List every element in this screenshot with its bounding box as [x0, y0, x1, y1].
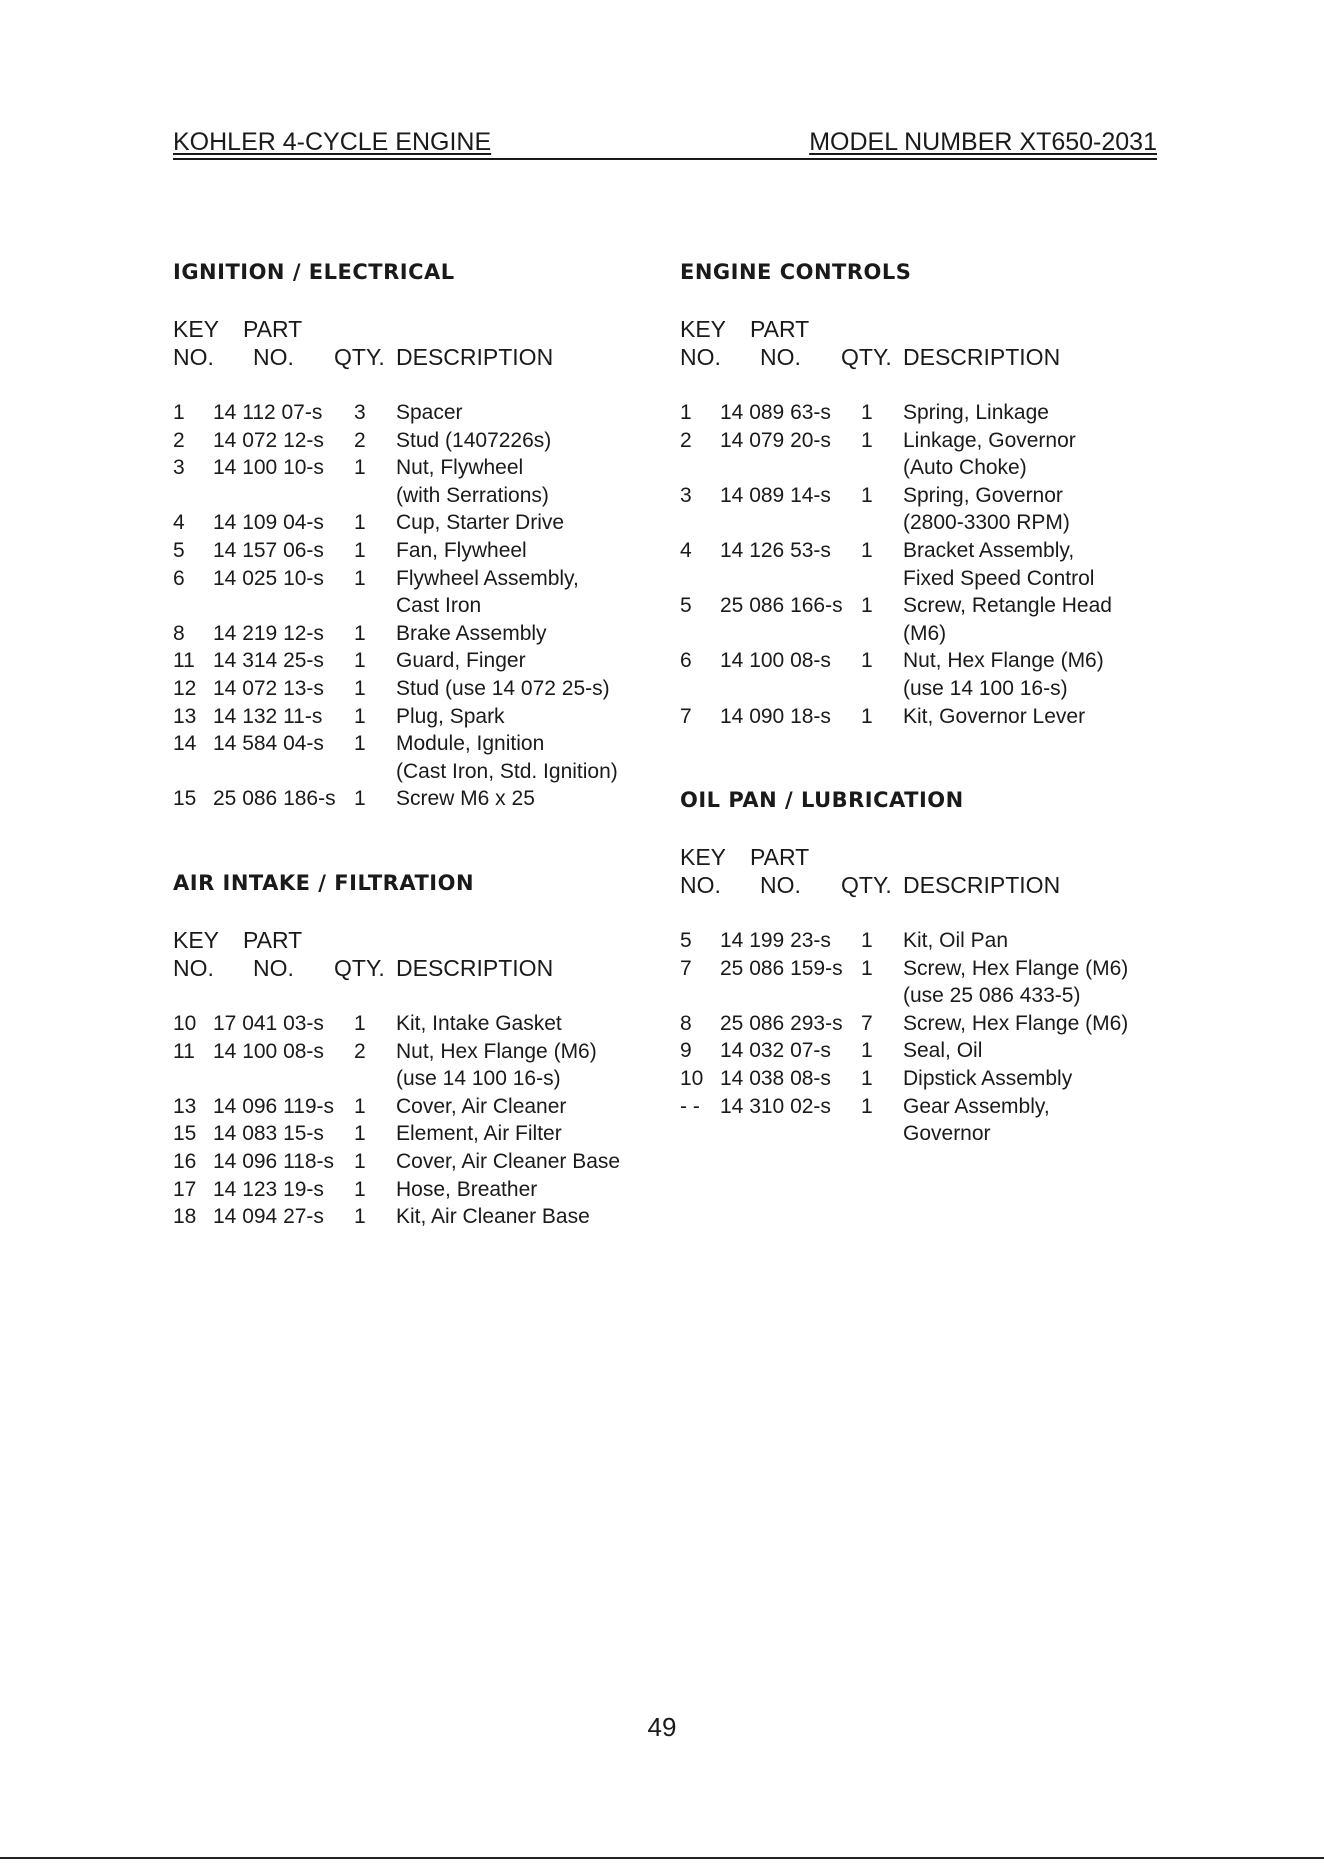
description-line: Cast Iron	[396, 594, 482, 618]
description-line: Hose, Breather	[396, 1177, 538, 1201]
part-no: 14 126 53-s	[720, 538, 831, 562]
key-no: 8	[173, 621, 185, 645]
description	[396, 647, 526, 675]
qty: 1	[861, 483, 873, 507]
description-line: Element, Air Filter	[396, 1122, 562, 1146]
section-title: AIR INTAKE / FILTRATION	[173, 871, 475, 895]
description-line: Nut, Hex Flange (M6)	[396, 1039, 597, 1063]
col-head-description: DESCRIPTION	[903, 872, 1061, 898]
table-row	[173, 427, 653, 455]
key-no: 13	[173, 1094, 197, 1118]
qty: 1	[861, 401, 873, 424]
section-oil-pan-lubrication	[680, 787, 1160, 1148]
description-line: Flywheel Assembly,	[396, 566, 579, 590]
part-no: 25 086 159-s	[720, 956, 843, 980]
description	[396, 1120, 562, 1148]
table-row	[680, 927, 1160, 955]
qty: 1	[354, 566, 366, 590]
qty: 1	[861, 538, 873, 562]
description-line: Linkage, Governor	[903, 428, 1076, 452]
part-no: 14 199 23-s	[720, 929, 831, 952]
table-row	[680, 399, 1160, 427]
description	[903, 647, 1104, 702]
description-line: (with Serrations)	[396, 483, 549, 507]
qty: 1	[354, 1177, 366, 1201]
key-no: 2	[680, 428, 692, 452]
table-row	[680, 1010, 1160, 1038]
col-head-part: PART	[750, 844, 810, 870]
description	[396, 1038, 597, 1093]
key-no: 1	[680, 401, 692, 424]
qty: 1	[354, 1094, 366, 1118]
table-row	[173, 565, 653, 620]
description	[903, 427, 1076, 482]
description-line: (2800-3300 RPM)	[903, 511, 1070, 535]
description-line: Plug, Spark	[396, 704, 505, 728]
description	[903, 927, 1008, 955]
col-head-part-no: NO.	[253, 344, 294, 370]
key-no: 7	[680, 704, 692, 728]
key-no: 14	[173, 732, 197, 756]
description	[903, 537, 1094, 592]
description	[396, 620, 547, 648]
parts-list	[173, 1010, 653, 1231]
qty: 1	[354, 704, 366, 728]
qty: 1	[861, 704, 873, 728]
description	[396, 565, 579, 620]
part-no: 25 086 186-s	[213, 787, 336, 811]
qty: 1	[861, 956, 873, 980]
description-line: (use 14 100 16-s)	[396, 1067, 561, 1091]
key-no: 7	[680, 956, 692, 980]
part-no: 14 310 02-s	[720, 1094, 831, 1118]
description-line: Cover, Air Cleaner	[396, 1094, 567, 1118]
col-head-key: KEY	[173, 927, 220, 953]
key-no: 13	[173, 704, 197, 728]
description-line: Fixed Speed Control	[903, 566, 1095, 590]
table-row	[173, 620, 653, 648]
qty: 1	[861, 929, 873, 952]
table-row	[173, 1010, 653, 1038]
table-row	[173, 1093, 653, 1121]
description-line: Spacer	[396, 401, 463, 424]
key-no: 8	[680, 1011, 692, 1035]
qty: 1	[861, 1039, 873, 1063]
description	[396, 1176, 537, 1204]
description-line: Screw, Retangle Head	[903, 594, 1112, 618]
description	[396, 427, 551, 455]
table-row	[680, 703, 1160, 731]
description-line: Screw, Hex Flange (M6)	[903, 1011, 1129, 1035]
column-headers	[173, 926, 653, 982]
description	[396, 1148, 620, 1176]
description-line: (use 25 086 433-5)	[903, 984, 1081, 1008]
col-head-key: KEY	[173, 316, 220, 342]
description	[903, 592, 1112, 647]
column-headers	[680, 843, 1160, 899]
part-no: 14 123 19-s	[213, 1177, 324, 1201]
col-head-key: KEY	[680, 844, 727, 870]
part-no: 14 096 119-s	[213, 1094, 335, 1118]
key-no: 15	[173, 1122, 197, 1146]
table-row	[680, 1065, 1160, 1093]
col-head-description: DESCRIPTION	[396, 955, 554, 981]
description-line: Kit, Governor Lever	[903, 704, 1086, 728]
description	[396, 703, 505, 731]
description	[903, 703, 1085, 731]
part-no: 14 038 08-s	[720, 1066, 831, 1090]
description-line: Screw, Hex Flange (M6)	[903, 956, 1129, 980]
part-no: 14 089 14-s	[720, 483, 831, 507]
col-head-qty: QTY.	[334, 344, 385, 370]
part-no: 14 094 27-s	[213, 1205, 324, 1229]
table-row	[173, 537, 653, 565]
part-no: 14 025 10-s	[213, 566, 324, 590]
key-no: 4	[173, 511, 185, 535]
description	[396, 509, 564, 537]
qty: 1	[354, 456, 366, 480]
description	[396, 730, 618, 785]
table-row	[173, 703, 653, 731]
table-row	[680, 647, 1160, 702]
description	[903, 1037, 982, 1065]
description-line: (Cast Iron, Std. Ignition)	[396, 759, 618, 783]
description-line: Guard, Finger	[396, 649, 526, 673]
table-row	[173, 1120, 653, 1148]
key-no: 2	[173, 428, 185, 452]
part-no: 14 083 15-s	[213, 1122, 324, 1146]
description-line: Fan, Flywheel	[396, 538, 527, 562]
description	[903, 1065, 1072, 1093]
description	[396, 1093, 566, 1121]
key-no: 15	[173, 787, 197, 811]
description-line: Brake Assembly	[396, 621, 547, 645]
table-row	[173, 1203, 653, 1231]
col-head-description: DESCRIPTION	[903, 344, 1061, 370]
qty: 1	[354, 732, 366, 756]
part-no: 14 112 07-s	[213, 401, 323, 424]
part-no: 14 032 07-s	[720, 1039, 831, 1063]
qty: 2	[354, 428, 366, 452]
table-row	[680, 537, 1160, 592]
table-row	[680, 592, 1160, 647]
part-no: 25 086 293-s	[720, 1011, 843, 1035]
part-no: 14 072 12-s	[213, 428, 324, 452]
col-head-part: PART	[243, 927, 303, 953]
key-no: 1	[173, 401, 185, 424]
column-headers	[173, 315, 653, 371]
description-line: Stud (1407226s)	[396, 428, 552, 452]
description-line: Seal, Oil	[903, 1039, 983, 1063]
description	[903, 399, 1049, 427]
parts-list	[680, 399, 1160, 730]
qty: 1	[861, 649, 873, 673]
table-row	[173, 1148, 653, 1176]
qty: 1	[354, 649, 366, 673]
page-header	[173, 127, 1157, 160]
col-head-qty: QTY.	[841, 872, 892, 898]
key-no: 16	[173, 1149, 197, 1173]
qty: 1	[354, 676, 366, 700]
key-no: 12	[173, 676, 197, 700]
part-no: 14 157 06-s	[213, 538, 324, 562]
description	[396, 785, 535, 813]
key-no: 17	[173, 1177, 197, 1201]
description-line: Dipstick Assembly	[903, 1066, 1073, 1090]
column-headers	[680, 315, 1160, 371]
qty: 1	[861, 428, 873, 452]
key-no: 5	[173, 538, 185, 562]
key-no: 3	[680, 483, 692, 507]
table-row	[173, 399, 653, 427]
qty: 1	[354, 511, 366, 535]
col-head-qty: QTY.	[841, 344, 892, 370]
table-row	[680, 1093, 1160, 1148]
description-line: Kit, Intake Gasket	[396, 1012, 562, 1035]
qty: 1	[354, 1205, 366, 1229]
qty: 2	[354, 1039, 366, 1063]
key-no: 5	[680, 929, 692, 952]
parts-list	[173, 399, 653, 813]
col-head-part-no: NO.	[760, 344, 801, 370]
description-line: Governor	[903, 1122, 991, 1146]
description-line: Nut, Hex Flange (M6)	[903, 649, 1104, 673]
qty: 1	[861, 1094, 873, 1118]
description-line: Nut, Flywheel	[396, 456, 524, 480]
key-no: 10	[173, 1012, 197, 1035]
section-ignition-electrical	[173, 259, 653, 813]
page-number: 49	[647, 1712, 677, 1742]
description-line: Cup, Starter Drive	[396, 511, 565, 535]
section-engine-controls	[680, 259, 1160, 730]
qty: 3	[354, 401, 366, 424]
bottom-rule	[0, 1857, 1324, 1859]
table-row	[173, 647, 653, 675]
description-line: Bracket Assembly,	[903, 538, 1075, 562]
col-head-part-no: NO.	[253, 955, 294, 981]
part-no: 14 219 12-s	[213, 621, 324, 645]
part-no: 14 096 118-s	[213, 1149, 335, 1173]
table-row	[173, 730, 653, 785]
col-head-key-no: NO.	[173, 344, 214, 370]
description-line: (use 14 100 16-s)	[903, 676, 1068, 700]
description-line: Gear Assembly,	[903, 1094, 1050, 1118]
col-head-key-no: NO.	[680, 872, 721, 898]
key-no: 9	[680, 1039, 692, 1063]
part-no: 14 109 04-s	[213, 511, 324, 535]
part-no: 14 584 04-s	[213, 732, 324, 756]
col-head-key: KEY	[680, 316, 727, 342]
engine-title: KOHLER 4-CYCLE ENGINE	[173, 128, 492, 156]
table-row	[173, 785, 653, 813]
description	[396, 537, 527, 565]
key-no: - -	[680, 1094, 700, 1118]
part-no: 14 132 11-s	[213, 704, 323, 728]
qty: 1	[354, 1012, 366, 1035]
description	[396, 1010, 562, 1038]
description-line: (M6)	[903, 621, 947, 645]
col-head-key-no: NO.	[680, 344, 721, 370]
col-head-part: PART	[750, 316, 810, 342]
part-no: 14 100 08-s	[213, 1039, 324, 1063]
description	[396, 454, 549, 509]
part-no: 17 041 03-s	[213, 1012, 324, 1035]
col-head-part: PART	[243, 316, 303, 342]
table-row	[680, 427, 1160, 482]
col-head-qty: QTY.	[334, 955, 385, 981]
description-line: (Auto Choke)	[903, 456, 1027, 480]
description-line: Kit, Oil Pan	[903, 929, 1009, 952]
description	[903, 955, 1128, 1010]
key-no: 6	[680, 649, 692, 673]
table-row	[173, 509, 653, 537]
description	[903, 1093, 1050, 1148]
section-air-intake-filtration	[173, 870, 653, 1231]
part-no: 14 090 18-s	[720, 704, 831, 728]
qty: 1	[354, 621, 366, 645]
part-no: 14 314 25-s	[213, 649, 324, 673]
col-head-part-no: NO.	[760, 872, 801, 898]
qty: 7	[861, 1011, 873, 1035]
table-row	[680, 955, 1160, 1010]
table-row	[680, 482, 1160, 537]
description-line: Cover, Air Cleaner Base	[396, 1149, 621, 1173]
description	[903, 482, 1070, 537]
table-row	[173, 1038, 653, 1093]
qty: 1	[354, 787, 366, 811]
table-row	[680, 1037, 1160, 1065]
col-head-key-no: NO.	[173, 955, 214, 981]
description-line: Kit, Air Cleaner Base	[396, 1205, 590, 1229]
part-no: 14 079 20-s	[720, 428, 831, 452]
description	[396, 675, 610, 703]
description-line: Spring, Linkage	[903, 401, 1049, 424]
key-no: 4	[680, 538, 692, 562]
part-no: 14 089 63-s	[720, 401, 831, 424]
qty: 1	[354, 1122, 366, 1146]
part-no: 25 086 166-s	[720, 594, 843, 618]
part-no: 14 100 10-s	[213, 456, 324, 480]
description-line: Module, Ignition	[396, 732, 545, 756]
part-no: 14 072 13-s	[213, 676, 324, 700]
section-title: IGNITION / ELECTRICAL	[173, 260, 455, 284]
qty: 1	[354, 1149, 366, 1173]
key-no: 11	[173, 1039, 195, 1063]
qty: 1	[354, 538, 366, 562]
key-no: 10	[680, 1066, 704, 1090]
qty: 1	[861, 1066, 873, 1090]
table-row	[173, 454, 653, 509]
description-line: Spring, Governor	[903, 483, 1063, 507]
table-row	[173, 1176, 653, 1204]
qty: 1	[861, 594, 873, 618]
part-no: 14 100 08-s	[720, 649, 831, 673]
key-no: 5	[680, 594, 692, 618]
col-head-description: DESCRIPTION	[396, 344, 554, 370]
description	[396, 399, 463, 427]
model-number: MODEL NUMBER XT650-2031	[809, 128, 1157, 156]
key-no: 6	[173, 566, 185, 590]
key-no: 11	[173, 649, 195, 673]
table-row	[173, 675, 653, 703]
description	[396, 1203, 590, 1231]
section-title: OIL PAN / LUBRICATION	[680, 788, 964, 812]
section-title: ENGINE CONTROLS	[680, 260, 912, 284]
parts-list	[680, 927, 1160, 1148]
description-line: Screw M6 x 25	[396, 787, 535, 811]
description	[903, 1010, 1128, 1038]
description-line: Stud (use 14 072 25-s)	[396, 676, 610, 700]
key-no: 3	[173, 456, 185, 480]
key-no: 18	[173, 1205, 197, 1229]
